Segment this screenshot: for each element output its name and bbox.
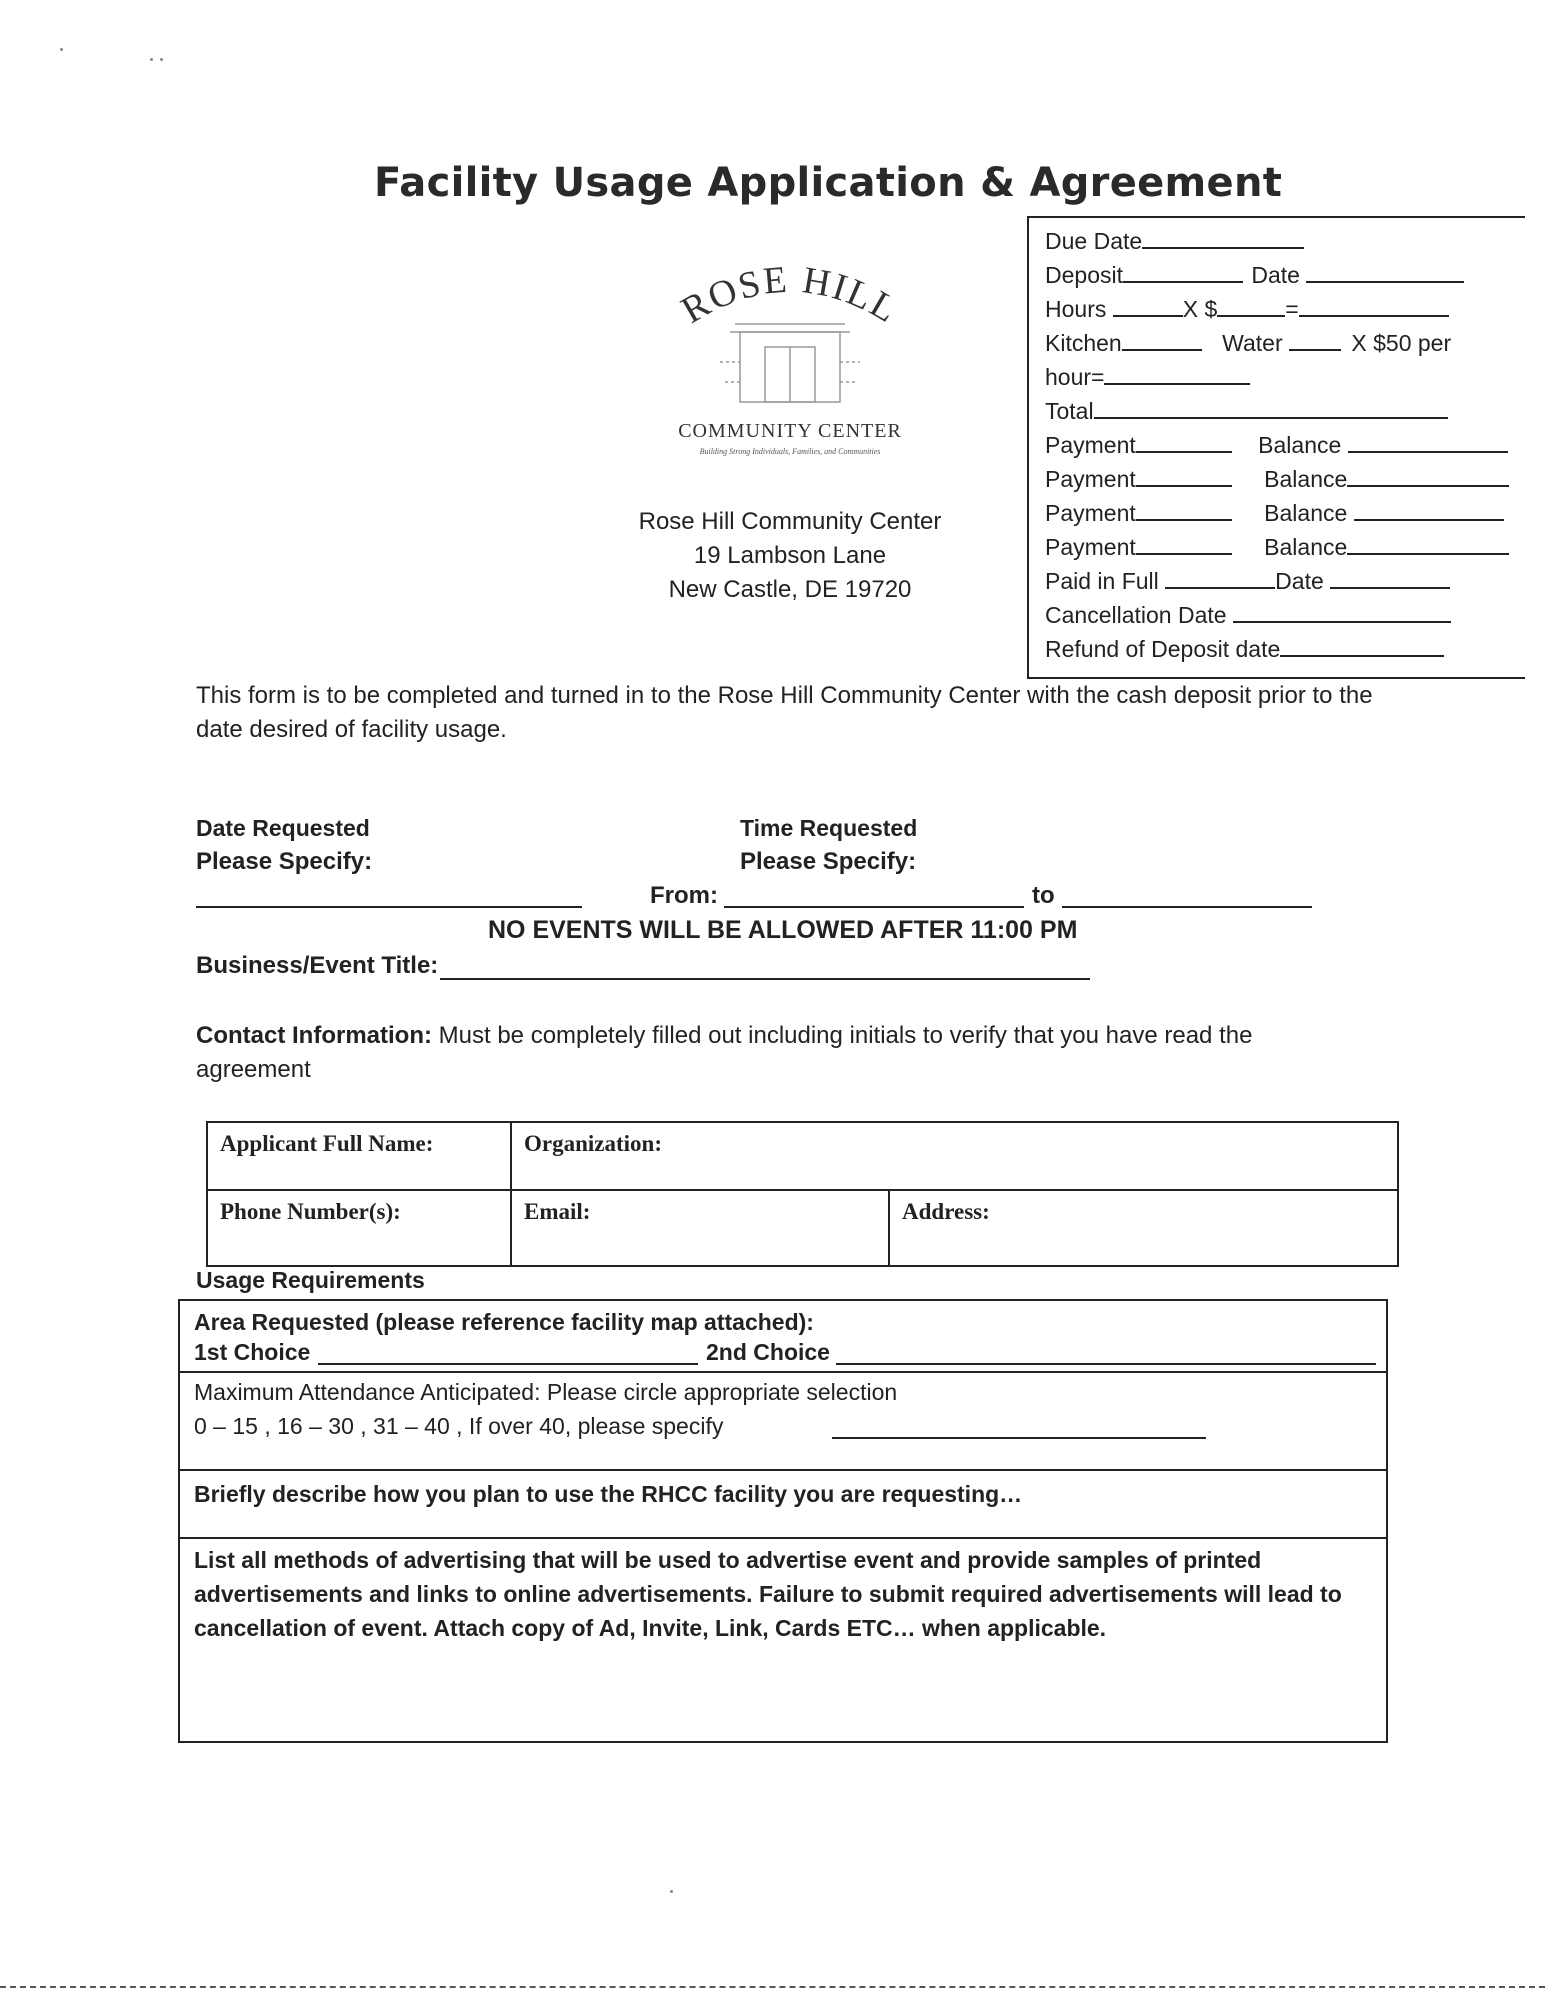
refund-date-field[interactable] [1280, 655, 1444, 657]
deposit-label: Deposit [1045, 262, 1123, 288]
scan-speck [60, 48, 63, 51]
water-label: Water [1222, 330, 1283, 356]
payment-row [1045, 466, 1509, 493]
payment-field[interactable] [1136, 451, 1232, 453]
second-choice-label: 2nd Choice [706, 1339, 830, 1365]
to-label: to [1032, 882, 1055, 909]
payment-field[interactable] [1136, 553, 1232, 555]
deposit-field[interactable] [1123, 281, 1243, 283]
first-choice-field[interactable] [318, 1363, 698, 1365]
event-title-label: Business/Event Title: [196, 952, 439, 979]
balance-field[interactable] [1347, 485, 1509, 487]
area-requested-row [180, 1301, 1386, 1373]
first-choice-label: 1st Choice [194, 1339, 311, 1365]
date-requested-label: Date Requested [196, 815, 370, 841]
contact-row-1 [207, 1122, 1398, 1190]
water-field[interactable] [1289, 349, 1341, 351]
applicant-name-label: Applicant Full Name: [220, 1131, 434, 1156]
attendance-label: Maximum Attendance Anticipated: Please circle appropriate selection [194, 1379, 898, 1405]
contact-row-2 [207, 1190, 1398, 1266]
cancellation-date-label: Cancellation Date [1045, 602, 1227, 628]
paid-date-label: Date [1275, 568, 1324, 594]
address-line-3: New Castle, DE 19720 [668, 576, 912, 603]
contact-intro-text: Must be completely filled out including initials to verify that you have read the agreement [196, 1022, 1253, 1083]
refund-row [1045, 636, 1444, 663]
balance-label: Balance [1264, 500, 1348, 526]
usage-requirements-box [178, 1299, 1388, 1743]
address-cell[interactable] [889, 1190, 1398, 1266]
organization-cell[interactable] [511, 1122, 1398, 1190]
due-date-field[interactable] [1142, 247, 1304, 249]
hour-total-field[interactable] [1104, 383, 1250, 385]
total-row [1045, 398, 1448, 425]
attendance-ranges[interactable]: 0 – 15 , 16 – 30 , 31 – 40 , If over 40, please specify [194, 1413, 724, 1439]
payment-label: Payment [1045, 534, 1136, 560]
paid-in-full-label: Paid in Full [1045, 568, 1159, 594]
kitchen-row [1045, 330, 1451, 357]
scan-speck [150, 58, 153, 61]
curfew-notice: NO EVENTS WILL BE ALLOWED AFTER 11:00 PM [488, 916, 1078, 944]
organization-label: Organization: [524, 1131, 662, 1156]
from-label: From: [650, 882, 718, 909]
balance-field[interactable] [1347, 553, 1509, 555]
per-rate-label: X $50 per [1351, 330, 1452, 356]
refund-date-label: Refund of Deposit date [1045, 636, 1281, 662]
contact-table [206, 1121, 1399, 1267]
deposit-date-label: Date [1251, 262, 1300, 288]
hour-row [1045, 364, 1250, 391]
cancellation-row [1045, 602, 1451, 629]
balance-label: Balance [1258, 432, 1342, 458]
balance-label: Balance [1264, 534, 1348, 560]
due-date-label: Due Date [1045, 228, 1143, 254]
payment-label: Payment [1045, 466, 1136, 492]
email-label: Email: [524, 1199, 591, 1224]
deposit-row [1045, 262, 1464, 289]
logo-name-bottom: COMMUNITY CENTER [678, 420, 902, 442]
logo-graphic [640, 262, 940, 472]
payment-row [1045, 432, 1508, 459]
time-to-field[interactable] [1062, 906, 1312, 908]
phone-cell[interactable] [207, 1190, 511, 1266]
scan-speck [160, 58, 163, 61]
total-field[interactable] [1094, 417, 1448, 419]
payment-row [1045, 500, 1504, 527]
svg-text:ROSE HILL [674, 262, 905, 332]
balance-field[interactable] [1348, 451, 1508, 453]
time-from-field[interactable] [724, 906, 1024, 908]
hourly-rate-field[interactable] [1217, 315, 1285, 317]
address-label: Address: [902, 1199, 990, 1224]
address-line-2: 19 Lambson Lane [693, 542, 887, 569]
hours-label: Hours [1045, 296, 1107, 322]
date-requested-field[interactable] [196, 906, 582, 908]
paid-date-field[interactable] [1330, 587, 1450, 589]
balance-label: Balance [1264, 466, 1348, 492]
event-title-field[interactable] [440, 978, 1090, 980]
scan-speck [670, 1890, 673, 1893]
usage-title: Usage Requirements [196, 1267, 425, 1293]
time-requested-label: Time Requested [740, 815, 918, 841]
time-specify-label: Please Specify: [740, 848, 917, 875]
hour-label: hour= [1045, 364, 1105, 390]
total-label: Total [1045, 398, 1094, 424]
building-icon [720, 324, 860, 402]
intro-paragraph: This form is to be completed and turned in to the Rose Hill Community Center with the cash deposit prior to the date desired of facility usage. [196, 682, 1373, 743]
hours-field[interactable] [1113, 315, 1183, 317]
area-requested-label: Area Requested (please reference facility map attached): [194, 1309, 814, 1335]
describe-usage-label: Briefly describe how you plan to use the RHCC facility you are requesting… [194, 1481, 1023, 1507]
attendance-row [180, 1373, 1386, 1471]
address-line-1: Rose Hill Community Center [638, 508, 942, 535]
equals-label: = [1285, 296, 1299, 322]
paid-in-full-field[interactable] [1165, 587, 1275, 589]
logo-name-top: ROSE HILL [674, 262, 906, 332]
payment-label: Payment [1045, 500, 1136, 526]
page-title: Facility Usage Application & Agreement [374, 160, 1283, 206]
balance-field[interactable] [1354, 519, 1504, 521]
kitchen-field[interactable] [1122, 349, 1202, 351]
applicant-name-cell[interactable] [207, 1122, 511, 1190]
payment-field[interactable] [1136, 519, 1232, 521]
due-date-row [1045, 228, 1304, 255]
second-choice-field[interactable] [836, 1363, 1376, 1365]
page-bottom-edge [0, 1986, 1545, 1988]
rate-times-label: X $ [1182, 296, 1218, 322]
paid-in-full-row [1045, 568, 1450, 595]
advertising-row[interactable] [180, 1539, 1386, 1739]
email-cell[interactable] [511, 1190, 889, 1266]
rose-hill-logo [640, 262, 940, 472]
contact-intro-heading: Contact Information: [196, 1022, 432, 1049]
describe-row[interactable] [180, 1471, 1386, 1539]
contact-intro [196, 1019, 1366, 1087]
logo-tagline: Building Strong Individuals, Families, and Communities [699, 447, 881, 456]
date-specify-label: Please Specify: [196, 848, 373, 875]
payment-label: Payment [1045, 432, 1136, 458]
payment-field[interactable] [1136, 485, 1232, 487]
deposit-date-field[interactable] [1306, 281, 1464, 283]
attendance-specify-field[interactable] [832, 1437, 1206, 1439]
phone-label: Phone Number(s): [220, 1199, 401, 1224]
hours-total-field[interactable] [1299, 315, 1449, 317]
payment-row [1045, 534, 1509, 561]
kitchen-label: Kitchen [1045, 330, 1122, 356]
hours-row [1045, 296, 1449, 323]
cancellation-date-field[interactable] [1233, 621, 1451, 623]
advertising-label: List all methods of advertising that will be used to advertise event and provide samples of printed advertisements and links to online advertisements. Failure to submit required advertisements will lead to cancellation of event. Attach copy of Ad, Invite, Link, Cards ETC… when applicable. [194, 1547, 1342, 1641]
